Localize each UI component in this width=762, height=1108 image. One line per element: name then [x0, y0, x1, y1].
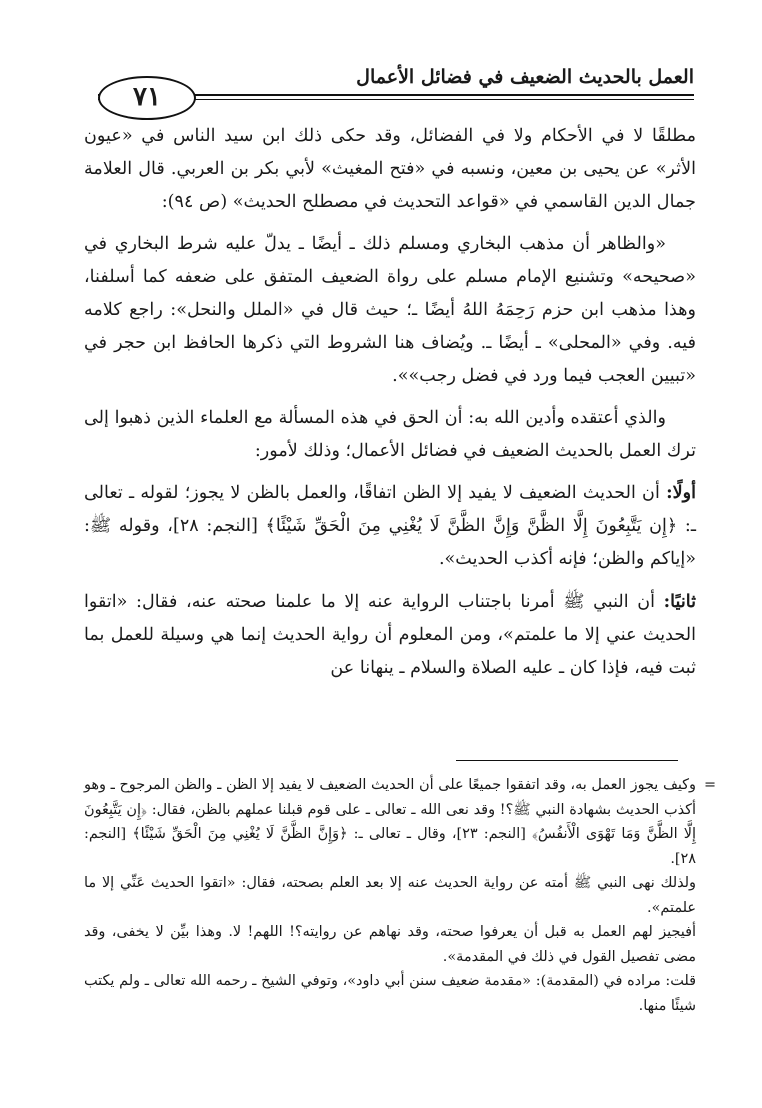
page-header [98, 60, 694, 112]
running-title: العمل بالحديث الضعيف في فضائل الأعمال [356, 66, 694, 88]
footnote-line [84, 773, 716, 871]
point-first-text: أن الحديث الضعيف لا يفيد إلا الظن اتفاقًا، والعمل بالظن لا يجوز؛ لقوله ـ تعالى ـ: ﴿إِن يَتَّبِعُونَ إِلَّا الظَّنَّ وَإِنَّ الظَّنَّ لَا يُغْنِي مِنَ الْحَقِّ شَيْئًا﴾ [النجم: ٢٨]، وقوله ﷺ: «إياكم والظن؛ فإنه أكذب الحديث». [84, 483, 696, 570]
point-second [84, 585, 696, 686]
page-number-badge: ٧١ [98, 76, 196, 120]
footnotes [84, 773, 716, 1018]
body-text [84, 120, 696, 693]
footnote-text: وكيف يجوز العمل به، وقد اتفقوا جميعًا على أن الحديث الضعيف لا يفيد إلا الظن ـ والظن المرجوح ـ وهو أكذب الحديث بشهادة النبي ﷺ؟! وقد نعى الله ـ تعالى ـ على قوم قبلنا عملهم بالظن، فقال: ﴿إِن يَتَّبِعُونَ إِلَّا الظَّنَّ وَمَا تَهْوَى الْأَنفُسُ﴾ [النجم: ٢٣]، وقال ـ تعالى ـ: ﴿وَإِنَّ الظَّنَّ لَا يُغْنِي مِنَ الْحَقِّ شَيْئًا﴾ [النجم: ٢٨]. [84, 777, 696, 867]
footnote-line: ولذلك نهى النبي ﷺ أمته عن رواية الحديث عنه إلا بعد العلم بصحته، فقال: «اتقوا الحديث عَنِّي إلا ما علمتم». [84, 875, 696, 916]
quote-paragraph: «والظاهر أن مذهب البخاري ومسلم ذلك ـ أيضًا ـ يدلّ عليه شرط البخاري في «صحيحه» وتشنيع الإمام مسلم على رواة الضعيف المتفق على ضعفه كما أسلفنا، وهذا مذهب ابن حزم رَحِمَهُ اللهُ أيضًا ـ؛ حيث قال في «الملل والنحل»: راجع كلامه فيه. وفي «المحلى» ـ أيضًا ـ. ويُضاف هنا الشروط التي ذكرها الحافظ ابن حجر في «تبيين العجب فيما ورد في فضل رجب»». [84, 233, 696, 387]
continuation-mark: = [703, 777, 716, 793]
point-first [84, 476, 696, 577]
paragraph: مطلقًا لا في الأحكام ولا في الفضائل، وقد حكى ذلك ابن سيد الناس في «عيون الأثر» عن يحيى بن معين، ونسبه في «فتح المغيث» لأبي بكر بن العربي. قال العلامة جمال الدين القاسمي في «قواعد التحديث في مصطلح الحديث» (ص ٩٤): [84, 126, 696, 213]
footnote-separator [456, 760, 678, 761]
point-first-lead: أولًا: [666, 482, 696, 504]
footnote-line: أفيجيز لهم العمل به قبل أن يعرفوا صحته، وقد نهاهم عن روايته؟! اللهم! لا. وهذا بيِّن لا يخفى، وقد مضى تفصيل القول في ذلك في المقدمة». [84, 924, 696, 965]
paragraph: والذي أعتقده وأدين الله به: أن الحق في هذه المسألة مع العلماء الذين ذهبوا إلى ترك العمل بالحديث الضعيف في فضائل الأعمال؛ وذلك لأمور: [84, 407, 696, 461]
footnote-line: قلت: مراده في (المقدمة): «مقدمة ضعيف سنن أبي داود»، وتوفي الشيخ ـ رحمه الله تعالى ـ ولم يكتب شيئًا منها. [84, 973, 696, 1014]
point-second-lead: ثانيًا: [663, 590, 696, 612]
point-second-text: أن النبي ﷺ أمرنا باجتناب الرواية عنه إلا ما علمنا صحته عنه، فقال: «اتقوا الحديث عني إلا ما علمتم»، ومن المعلوم أن رواية الحديث إنما هي وسيلة للعمل بما ثبت فيه، فإذا كان ـ عليه الصلاة والسلام ـ ينهانا عن [84, 591, 696, 679]
